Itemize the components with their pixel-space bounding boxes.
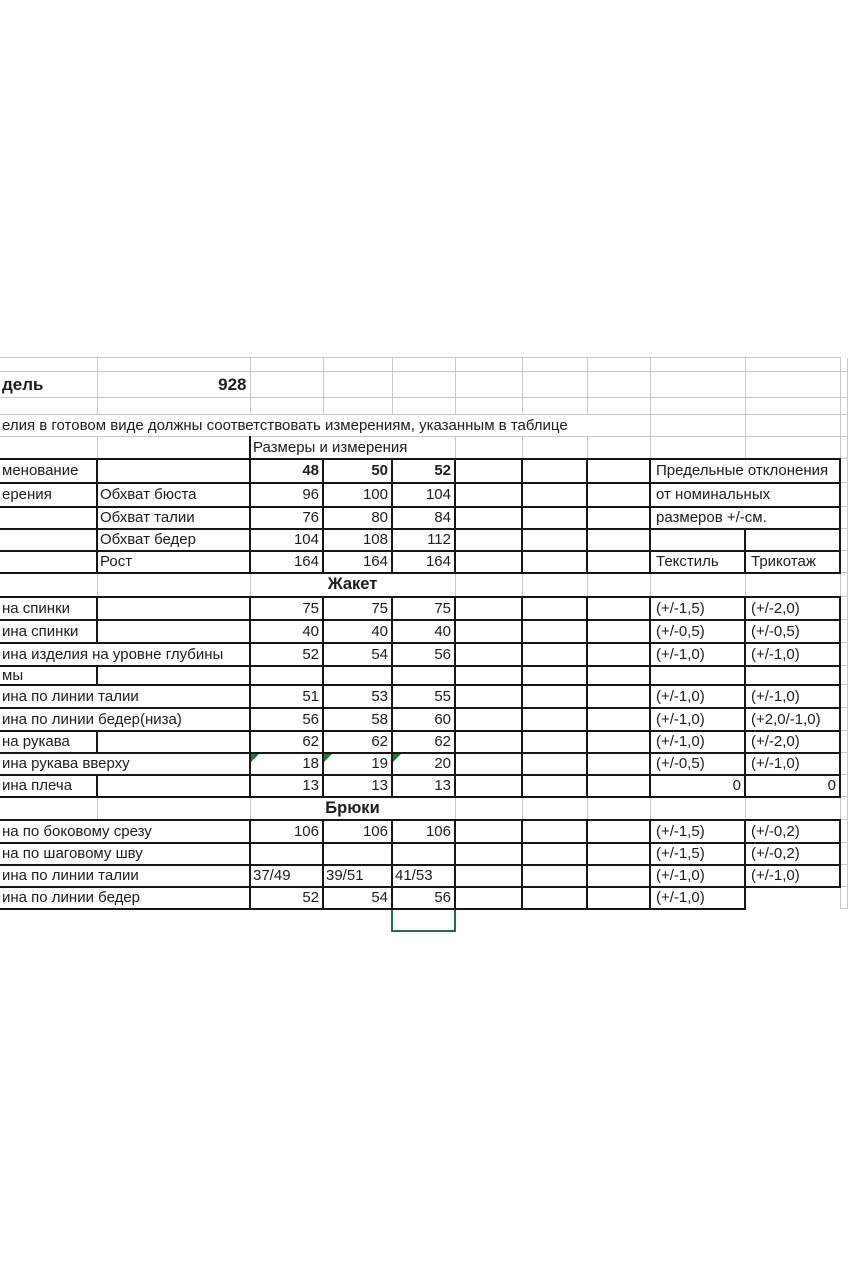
empty-cell[interactable] bbox=[587, 398, 650, 415]
empty-cell[interactable] bbox=[97, 620, 250, 643]
empty-cell[interactable] bbox=[587, 865, 650, 887]
empty-cell[interactable] bbox=[97, 459, 250, 483]
cell-measure-value[interactable] bbox=[323, 753, 392, 775]
grid-cell[interactable] bbox=[650, 358, 745, 372]
cell-tolerance-title[interactable]: Предельные отклонения bbox=[650, 459, 840, 483]
empty-cell[interactable] bbox=[650, 415, 745, 437]
grid-cell[interactable] bbox=[840, 731, 847, 753]
empty-cell[interactable] bbox=[455, 775, 522, 797]
cell-param-value[interactable]: 104 bbox=[392, 483, 455, 507]
spreadsheet bbox=[0, 357, 848, 932]
empty-cell[interactable] bbox=[522, 865, 587, 887]
cell-tolerance-textile[interactable]: (+/-1,5) bbox=[650, 820, 745, 843]
empty-cell[interactable] bbox=[745, 437, 840, 459]
cell-measure-value[interactable]: 52 bbox=[250, 643, 323, 666]
cell-measure-value[interactable]: 75 bbox=[392, 597, 455, 620]
empty-cell[interactable] bbox=[587, 666, 650, 685]
empty-cell[interactable] bbox=[522, 909, 587, 931]
cell-model-label[interactable]: дель bbox=[0, 372, 97, 398]
cell-measure-value[interactable]: 54 bbox=[323, 643, 392, 666]
cell-size-52[interactable]: 52 bbox=[392, 459, 455, 483]
cell-measure-label[interactable]: на по боковому срезу bbox=[0, 820, 250, 843]
cell-measure-value[interactable]: 39/51 bbox=[323, 865, 392, 887]
grid-cell[interactable] bbox=[840, 507, 847, 529]
cell-param-label[interactable]: Обхват бедер bbox=[97, 529, 250, 551]
empty-cell[interactable] bbox=[745, 887, 840, 909]
empty-cell[interactable] bbox=[250, 666, 323, 685]
empty-cell[interactable] bbox=[522, 483, 587, 507]
empty-cell[interactable] bbox=[745, 909, 840, 931]
empty-cell[interactable] bbox=[587, 507, 650, 529]
empty-cell[interactable] bbox=[522, 820, 587, 843]
cell-tolerance-textile[interactable]: (+/-1,0) bbox=[650, 643, 745, 666]
empty-cell[interactable] bbox=[323, 843, 392, 865]
empty-cell[interactable] bbox=[650, 398, 745, 415]
cell-sizes-title[interactable]: Размеры и измерения bbox=[250, 437, 455, 459]
empty-cell[interactable] bbox=[745, 529, 840, 551]
empty-cell[interactable] bbox=[587, 731, 650, 753]
cell-param-value[interactable]: 164 bbox=[250, 551, 323, 573]
cell-measure-label[interactable]: ина спинки bbox=[0, 620, 97, 643]
cell-measure-value[interactable]: 56 bbox=[392, 643, 455, 666]
cell-measure-label[interactable]: ина рукава вверху bbox=[0, 753, 250, 775]
empty-cell[interactable] bbox=[522, 708, 587, 731]
cell-tolerance-textile[interactable]: (+/-1,0) bbox=[650, 685, 745, 708]
cell-param-label[interactable]: Обхват талии bbox=[97, 507, 250, 529]
empty-cell[interactable] bbox=[0, 909, 97, 931]
empty-cell[interactable] bbox=[522, 398, 587, 415]
empty-cell[interactable] bbox=[522, 843, 587, 865]
empty-cell[interactable] bbox=[97, 573, 250, 597]
cell-measure-value[interactable]: 13 bbox=[323, 775, 392, 797]
cell-tolerance-textile[interactable]: (+/-1,0) bbox=[650, 708, 745, 731]
empty-cell[interactable] bbox=[455, 372, 522, 398]
cell-measure-label[interactable]: ина по линии талии bbox=[0, 865, 250, 887]
empty-cell[interactable] bbox=[455, 909, 522, 931]
empty-cell[interactable] bbox=[587, 620, 650, 643]
empty-cell[interactable] bbox=[455, 643, 522, 666]
cell-tolerance-title[interactable]: от номинальных bbox=[650, 483, 840, 507]
empty-cell[interactable] bbox=[587, 643, 650, 666]
empty-cell[interactable] bbox=[522, 551, 587, 573]
empty-cell[interactable] bbox=[650, 666, 745, 685]
grid-cell[interactable] bbox=[840, 775, 847, 797]
cell-model-number[interactable]: 928 bbox=[97, 372, 250, 398]
empty-cell[interactable] bbox=[587, 597, 650, 620]
cell-measure-value[interactable] bbox=[250, 753, 323, 775]
empty-cell[interactable] bbox=[587, 437, 650, 459]
cell-measure-value[interactable]: 13 bbox=[392, 775, 455, 797]
empty-cell[interactable] bbox=[455, 685, 522, 708]
empty-cell[interactable] bbox=[323, 398, 392, 415]
empty-cell[interactable] bbox=[97, 398, 250, 415]
grid-cell[interactable] bbox=[840, 685, 847, 708]
empty-cell[interactable] bbox=[650, 372, 745, 398]
empty-cell[interactable] bbox=[0, 573, 97, 597]
cell-measure-value[interactable]: 51 bbox=[250, 685, 323, 708]
empty-cell[interactable] bbox=[455, 666, 522, 685]
cell-measure-value[interactable]: 37/49 bbox=[250, 865, 323, 887]
empty-cell[interactable] bbox=[587, 685, 650, 708]
empty-cell[interactable] bbox=[745, 666, 840, 685]
cell-textile-header[interactable]: Текстиль bbox=[650, 551, 745, 573]
grid-cell[interactable] bbox=[840, 573, 847, 597]
empty-cell[interactable] bbox=[522, 437, 587, 459]
empty-cell[interactable] bbox=[323, 666, 392, 685]
cell-tolerance-knitwear[interactable]: (+/-1,0) bbox=[745, 685, 840, 708]
empty-cell[interactable] bbox=[455, 820, 522, 843]
cell-tolerance-knitwear[interactable]: (+/-0,2) bbox=[745, 843, 840, 865]
cell-measure-label[interactable]: на рукава bbox=[0, 731, 97, 753]
empty-cell[interactable] bbox=[522, 459, 587, 483]
empty-cell[interactable] bbox=[650, 529, 745, 551]
cell-measure-label[interactable]: ина изделия на уровне глубины bbox=[0, 643, 250, 666]
grid-cell[interactable] bbox=[455, 358, 522, 372]
cell-measure-label[interactable]: на спинки bbox=[0, 597, 97, 620]
empty-cell[interactable] bbox=[250, 909, 323, 931]
grid-cell[interactable] bbox=[840, 843, 847, 865]
empty-cell[interactable] bbox=[745, 372, 840, 398]
empty-cell[interactable] bbox=[97, 437, 250, 459]
error-flag-icon bbox=[251, 754, 259, 762]
grid-cell[interactable] bbox=[522, 358, 587, 372]
cell-measure-value[interactable]: 106 bbox=[392, 820, 455, 843]
cell-measure-value[interactable]: 41/53 bbox=[392, 865, 455, 887]
cell-tolerance-textile[interactable]: (+/-1,0) bbox=[650, 731, 745, 753]
empty-cell[interactable] bbox=[323, 909, 392, 931]
cell-value-text: 18 bbox=[302, 755, 319, 772]
empty-cell[interactable] bbox=[522, 597, 587, 620]
cell-tolerance-textile[interactable]: (+/-0,5) bbox=[650, 620, 745, 643]
cell-measure-header[interactable]: ерения bbox=[0, 483, 97, 507]
empty-cell[interactable] bbox=[455, 753, 522, 775]
cell-tolerance-knitwear[interactable]: (+2,0/-1,0) bbox=[745, 708, 840, 731]
empty-cell[interactable] bbox=[455, 551, 522, 573]
cell-size-48[interactable]: 48 bbox=[250, 459, 323, 483]
cell-tolerance-knitwear[interactable]: (+/-1,0) bbox=[745, 643, 840, 666]
cell-tolerance-textile[interactable]: (+/-0,5) bbox=[650, 753, 745, 775]
cell-measure-value[interactable]: 13 bbox=[250, 775, 323, 797]
cell-tolerance-knitwear[interactable]: (+/-1,0) bbox=[745, 753, 840, 775]
cell-tolerance-textile[interactable]: (+/-1,5) bbox=[650, 597, 745, 620]
empty-cell[interactable] bbox=[455, 731, 522, 753]
cell-measure-value[interactable]: 52 bbox=[250, 887, 323, 909]
empty-cell[interactable] bbox=[650, 437, 745, 459]
cell-size-50[interactable]: 50 bbox=[323, 459, 392, 483]
cell-tolerance-textile[interactable]: 0 bbox=[650, 775, 745, 797]
size-table bbox=[0, 357, 848, 932]
cell-measure-value[interactable]: 56 bbox=[250, 708, 323, 731]
empty-cell[interactable] bbox=[455, 459, 522, 483]
empty-cell[interactable] bbox=[522, 573, 587, 597]
cell-measure-label[interactable]: ина по линии бедер(низа) bbox=[0, 708, 250, 731]
empty-cell[interactable] bbox=[522, 507, 587, 529]
empty-cell[interactable] bbox=[587, 459, 650, 483]
grid-cell[interactable] bbox=[97, 358, 250, 372]
grid-cell[interactable] bbox=[840, 797, 847, 820]
grid-cell[interactable] bbox=[250, 358, 323, 372]
cell-param-value[interactable]: 164 bbox=[392, 551, 455, 573]
empty-cell[interactable] bbox=[587, 551, 650, 573]
empty-cell[interactable] bbox=[587, 708, 650, 731]
grid-cell[interactable] bbox=[840, 529, 847, 551]
empty-cell[interactable] bbox=[745, 415, 840, 437]
empty-cell[interactable] bbox=[392, 843, 455, 865]
cell-tolerance-textile[interactable]: (+/-1,0) bbox=[650, 865, 745, 887]
cell-tolerance-textile[interactable]: (+/-1,5) bbox=[650, 843, 745, 865]
grid-cell[interactable] bbox=[840, 620, 847, 643]
grid-cell[interactable] bbox=[840, 887, 847, 909]
cell-tolerance-knitwear[interactable]: (+/-0,2) bbox=[745, 820, 840, 843]
cell-measure-value[interactable]: 53 bbox=[323, 685, 392, 708]
cell-param-value[interactable]: 164 bbox=[323, 551, 392, 573]
cell-tolerance-knitwear[interactable]: 0 bbox=[745, 775, 840, 797]
grid-cell[interactable] bbox=[840, 551, 847, 573]
empty-cell[interactable] bbox=[650, 909, 745, 931]
empty-cell[interactable] bbox=[587, 820, 650, 843]
grid-cell[interactable] bbox=[392, 358, 455, 372]
cell-param-label[interactable]: Рост bbox=[97, 551, 250, 573]
empty-cell[interactable] bbox=[97, 797, 250, 820]
empty-cell[interactable] bbox=[0, 507, 97, 529]
grid-cell[interactable] bbox=[840, 358, 847, 372]
cell-param-value[interactable]: 80 bbox=[323, 507, 392, 529]
empty-cell[interactable] bbox=[650, 573, 745, 597]
cell-param-value[interactable]: 96 bbox=[250, 483, 323, 507]
empty-cell[interactable] bbox=[455, 708, 522, 731]
empty-cell[interactable] bbox=[522, 620, 587, 643]
empty-cell[interactable] bbox=[250, 398, 323, 415]
empty-cell[interactable] bbox=[587, 797, 650, 820]
empty-cell[interactable] bbox=[522, 666, 587, 685]
empty-cell[interactable] bbox=[840, 909, 847, 931]
cell-value-text: 20 bbox=[434, 755, 451, 772]
grid-cell[interactable] bbox=[0, 358, 97, 372]
cell-measure-value[interactable]: 55 bbox=[392, 685, 455, 708]
cell-measure-value[interactable]: 62 bbox=[323, 731, 392, 753]
empty-cell[interactable] bbox=[97, 731, 250, 753]
empty-cell[interactable] bbox=[97, 597, 250, 620]
empty-cell[interactable] bbox=[250, 843, 323, 865]
empty-cell[interactable] bbox=[97, 909, 250, 931]
empty-cell[interactable] bbox=[392, 372, 455, 398]
cell-param-value[interactable]: 84 bbox=[392, 507, 455, 529]
error-flag-icon bbox=[393, 754, 401, 762]
empty-cell[interactable] bbox=[455, 483, 522, 507]
error-flag-icon bbox=[324, 754, 332, 762]
empty-cell[interactable] bbox=[587, 887, 650, 909]
cell-measure-value[interactable]: 75 bbox=[323, 597, 392, 620]
grid-cell[interactable] bbox=[745, 358, 840, 372]
empty-cell[interactable] bbox=[455, 573, 522, 597]
empty-cell[interactable] bbox=[587, 483, 650, 507]
cell-measure-value[interactable]: 40 bbox=[323, 620, 392, 643]
empty-cell[interactable] bbox=[650, 797, 745, 820]
cell-tolerance-knitwear[interactable]: (+/-2,0) bbox=[745, 597, 840, 620]
cell-name-header[interactable]: менование bbox=[0, 459, 97, 483]
cell-measure-value[interactable]: 62 bbox=[392, 731, 455, 753]
empty-cell[interactable] bbox=[522, 372, 587, 398]
section-title-trousers[interactable]: Брюки bbox=[250, 797, 455, 820]
empty-cell[interactable] bbox=[587, 775, 650, 797]
empty-cell[interactable] bbox=[745, 797, 840, 820]
empty-cell[interactable] bbox=[522, 685, 587, 708]
grid-cell[interactable] bbox=[840, 865, 847, 887]
note-cell[interactable]: елия в готовом виде должны соответствовать измерениям, указанным в таблице bbox=[2, 417, 568, 434]
selected-cell[interactable] bbox=[392, 909, 455, 931]
cell-measure-label[interactable]: на по шаговому шву bbox=[0, 843, 250, 865]
empty-cell[interactable] bbox=[455, 507, 522, 529]
empty-cell[interactable] bbox=[522, 797, 587, 820]
grid-cell[interactable] bbox=[840, 643, 847, 666]
empty-cell[interactable] bbox=[587, 753, 650, 775]
empty-cell[interactable] bbox=[455, 620, 522, 643]
cell-param-label[interactable]: Обхват бюста bbox=[97, 483, 250, 507]
empty-cell[interactable] bbox=[97, 775, 250, 797]
empty-cell[interactable] bbox=[587, 372, 650, 398]
empty-cell[interactable] bbox=[522, 643, 587, 666]
empty-cell[interactable] bbox=[455, 797, 522, 820]
grid-cell[interactable] bbox=[840, 437, 847, 459]
empty-cell[interactable] bbox=[392, 666, 455, 685]
empty-cell[interactable] bbox=[522, 887, 587, 909]
empty-cell[interactable] bbox=[455, 597, 522, 620]
section-title-jacket[interactable]: Жакет bbox=[250, 573, 455, 597]
empty-cell[interactable] bbox=[587, 573, 650, 597]
cell-param-value[interactable]: 76 bbox=[250, 507, 323, 529]
empty-cell[interactable] bbox=[0, 551, 97, 573]
empty-cell[interactable] bbox=[97, 666, 250, 685]
cell-measure-label[interactable]: ина по линии талии bbox=[0, 685, 250, 708]
grid-cell[interactable] bbox=[840, 666, 847, 685]
empty-cell[interactable] bbox=[0, 437, 97, 459]
empty-cell[interactable] bbox=[745, 573, 840, 597]
grid-cell[interactable] bbox=[840, 753, 847, 775]
cell-tolerance-textile[interactable]: (+/-1,0) bbox=[650, 887, 745, 909]
empty-cell[interactable] bbox=[455, 529, 522, 551]
cell-measure-value[interactable]: 56 bbox=[392, 887, 455, 909]
grid-cell[interactable] bbox=[587, 358, 650, 372]
grid-cell[interactable] bbox=[840, 415, 847, 437]
cell-measure-value[interactable]: 60 bbox=[392, 708, 455, 731]
empty-cell[interactable] bbox=[522, 753, 587, 775]
cell-param-value[interactable]: 100 bbox=[323, 483, 392, 507]
empty-cell[interactable] bbox=[392, 398, 455, 415]
empty-cell[interactable] bbox=[587, 529, 650, 551]
cell-param-value[interactable]: 108 bbox=[323, 529, 392, 551]
empty-cell[interactable] bbox=[587, 843, 650, 865]
empty-cell[interactable] bbox=[323, 372, 392, 398]
empty-cell[interactable] bbox=[455, 437, 522, 459]
cell-measure-label[interactable]: ина по линии бедер bbox=[0, 887, 250, 909]
grid-cell[interactable] bbox=[840, 483, 847, 507]
cell-tolerance-title[interactable]: размеров +/-см. bbox=[650, 507, 840, 529]
empty-cell[interactable] bbox=[522, 775, 587, 797]
cell-measure-label[interactable]: ина плеча bbox=[0, 775, 97, 797]
cell-param-value[interactable]: 112 bbox=[392, 529, 455, 551]
cell-measure-value[interactable]: 106 bbox=[250, 820, 323, 843]
grid-cell[interactable] bbox=[840, 820, 847, 843]
cell-measure-label[interactable]: мы bbox=[0, 666, 97, 685]
grid-cell[interactable] bbox=[323, 358, 392, 372]
cell-param-value[interactable]: 104 bbox=[250, 529, 323, 551]
empty-cell[interactable] bbox=[522, 731, 587, 753]
empty-cell[interactable] bbox=[455, 398, 522, 415]
grid-cell[interactable] bbox=[840, 372, 847, 398]
cell-measure-value[interactable]: 58 bbox=[323, 708, 392, 731]
grid-cell[interactable] bbox=[840, 398, 847, 415]
cell-measure-value[interactable]: 40 bbox=[250, 620, 323, 643]
empty-cell[interactable] bbox=[455, 843, 522, 865]
grid-cell[interactable] bbox=[840, 597, 847, 620]
empty-cell[interactable] bbox=[0, 398, 97, 415]
cell-measure-value[interactable]: 75 bbox=[250, 597, 323, 620]
cell-value-text: 19 bbox=[371, 755, 388, 772]
cell-measure-value[interactable]: 40 bbox=[392, 620, 455, 643]
cell-tolerance-knitwear[interactable]: (+/-0,5) bbox=[745, 620, 840, 643]
empty-cell[interactable] bbox=[522, 529, 587, 551]
cell-measure-value[interactable] bbox=[392, 753, 455, 775]
empty-cell[interactable] bbox=[745, 398, 840, 415]
cell-measure-value[interactable]: 106 bbox=[323, 820, 392, 843]
cell-tolerance-knitwear[interactable]: (+/-1,0) bbox=[745, 865, 840, 887]
empty-cell[interactable] bbox=[250, 372, 323, 398]
empty-cell[interactable] bbox=[587, 909, 650, 931]
cell-knitwear-header[interactable]: Трикотаж bbox=[745, 551, 840, 573]
empty-cell[interactable] bbox=[0, 529, 97, 551]
cell-tolerance-knitwear[interactable]: (+/-2,0) bbox=[745, 731, 840, 753]
cell-measure-value[interactable]: 54 bbox=[323, 887, 392, 909]
empty-cell[interactable] bbox=[0, 797, 97, 820]
empty-cell[interactable] bbox=[455, 865, 522, 887]
empty-cell[interactable] bbox=[455, 887, 522, 909]
grid-cell[interactable] bbox=[840, 459, 847, 483]
grid-cell[interactable] bbox=[840, 708, 847, 731]
cell-measure-value[interactable]: 62 bbox=[250, 731, 323, 753]
